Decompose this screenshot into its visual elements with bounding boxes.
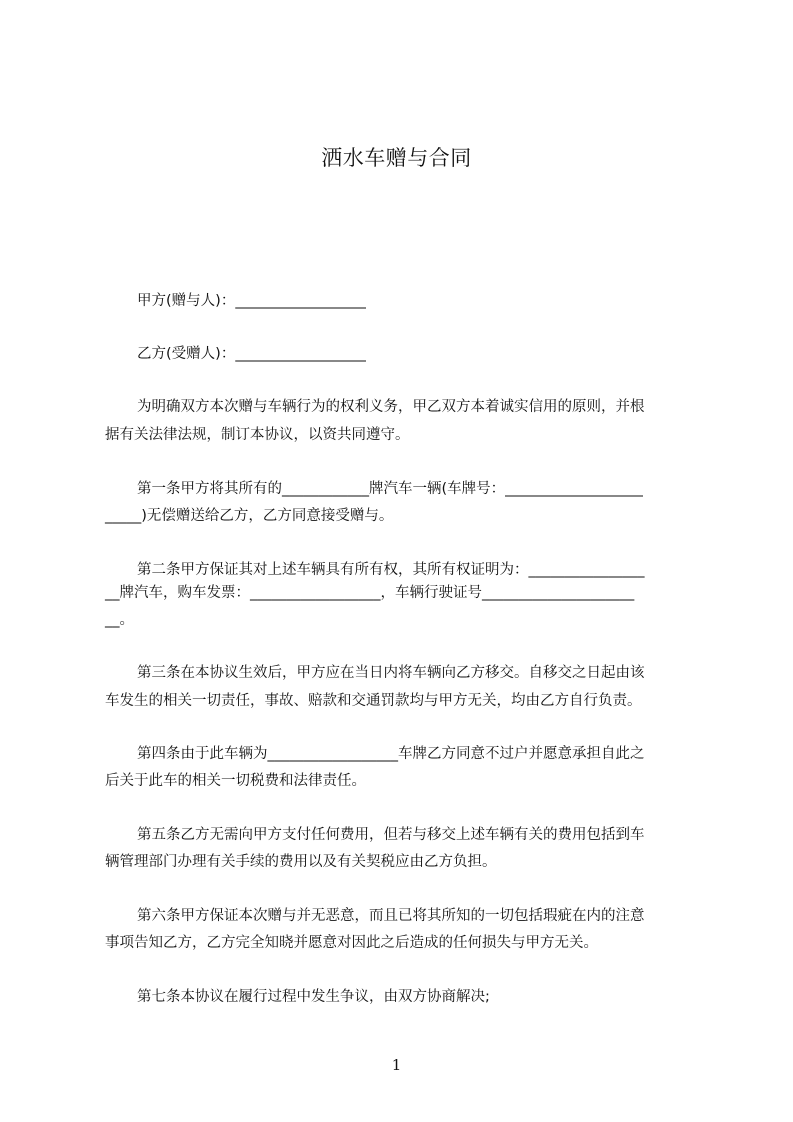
article-6-line-2: 事项告知乙方，乙方完全知晓并愿意对因此之后造成的任何损失与甲方无关。 [105,935,598,951]
party-a-line: 甲方(赠与人)：__________________ [137,293,366,309]
intro-line-2: 据有关法律法规，制订本协议，以资共同遵守。 [105,427,410,443]
article-2-line-1: 第二条甲方保证其对上述车辆具有所有权，其所有权证明为：________________ [137,562,645,578]
article-5-line-1: 第五条乙方无需向甲方支付任何费用，但若与移交上述车辆有关的费用包括到车 [137,827,645,843]
article-3-line-2: 车发生的相关一切责任，事故、赔款和交通罚款均与甲方无关，均由乙方自行负责。 [105,693,642,709]
article-4-line-2: 后关于此车的相关一切税费和法律责任。 [105,773,366,789]
article-2-line-2: __牌汽车，购车发票：__________________，车辆行驶证号_____________________ [105,585,635,601]
intro-line-1: 为明确双方本次赠与车辆行为的权利义务，甲乙双方本着诚实信用的原则，并根 [137,399,645,415]
article-4-line-1: 第四条由于此车辆为__________________车牌乙方同意不过户并愿意承担自此之 [137,746,645,762]
article-6-line-1: 第六条甲方保证本次赠与并无恶意，而且已将其所知的一切包括瑕疵在内的注意 [137,908,645,924]
document-title: 洒水车赠与合同 [321,146,472,170]
article-5-line-2: 辆管理部门办理有关手续的费用以及有关契税应由乙方负担。 [105,854,497,870]
article-1-line-1: 第一条甲方将其所有的____________牌汽车一辆(车牌号：___________________ [137,481,643,497]
party-b-line: 乙方(受赠人)：__________________ [137,346,366,362]
article-2-line-3: __。 [105,612,134,628]
page-number: 1 [391,1056,402,1074]
article-1-line-2: _____)无偿赠送给乙方，乙方同意接受赠与。 [105,508,394,524]
article-3-line-1: 第三条在本协议生效后，甲方应在当日内将车辆向乙方移交。自移交之日起由该 [137,665,645,681]
article-7-line-1: 第七条本协议在履行过程中发生争议，由双方协商解决; [137,989,490,1005]
